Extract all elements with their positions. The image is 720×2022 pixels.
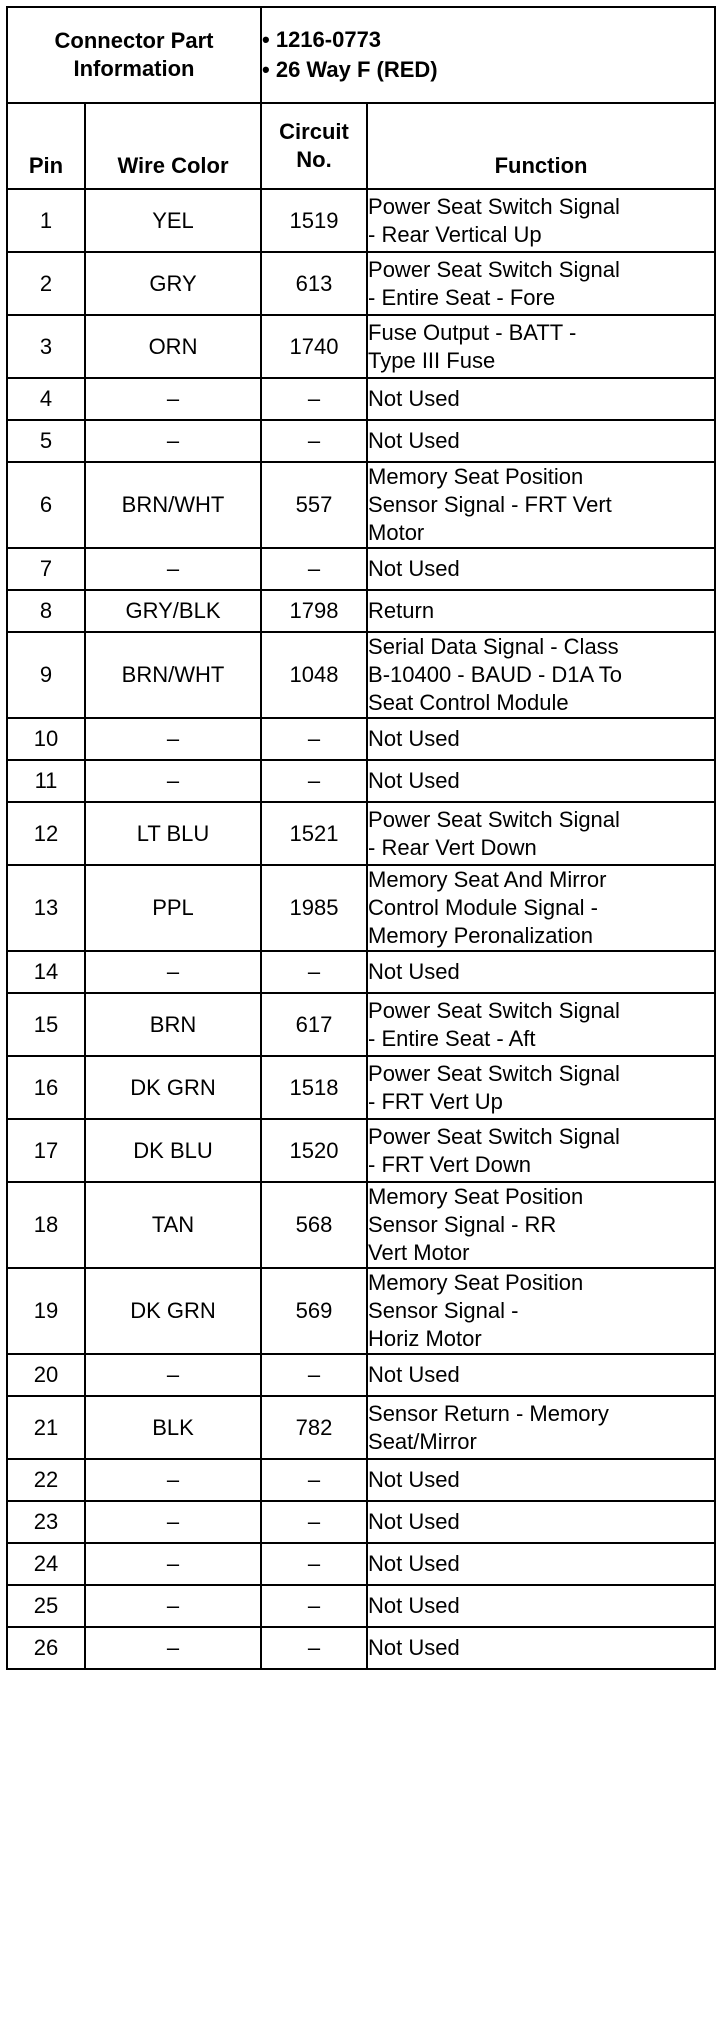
circuit-cell: 1518: [261, 1056, 367, 1119]
circuit-cell: 569: [261, 1268, 367, 1354]
table-row: [7, 462, 715, 548]
function-line: Not Used: [368, 959, 460, 984]
function-line: Not Used: [368, 1593, 460, 1618]
circuit-cell: 1798: [261, 590, 367, 632]
table-row: [7, 1268, 715, 1354]
function-line: Not Used: [368, 386, 460, 411]
wire-color-cell: ORN: [85, 315, 261, 378]
function-line: Memory Seat And Mirror: [368, 867, 607, 892]
pin-cell: 16: [7, 1056, 85, 1119]
function-line: Not Used: [368, 1362, 460, 1387]
function-line: Not Used: [368, 1467, 460, 1492]
circuit-cell: 617: [261, 993, 367, 1056]
table-row: [7, 1585, 715, 1627]
connector-part-label: Connector Part Information: [7, 7, 261, 103]
column-header-row: [7, 103, 715, 189]
circuit-cell: 1985: [261, 865, 367, 951]
function-line: Not Used: [368, 768, 460, 793]
function-cell: [367, 760, 715, 802]
pin-cell: 4: [7, 378, 85, 420]
circuit-cell: 1521: [261, 802, 367, 865]
part-number: • 1216-0773: [262, 27, 382, 52]
circuit-cell: –: [261, 760, 367, 802]
function-line: Power Seat Switch Signal: [368, 1123, 620, 1149]
function-line: Memory Seat Position: [368, 464, 584, 489]
function-cell: [367, 1627, 715, 1669]
function-line: B-10400 - BAUD - D1A To: [368, 662, 622, 687]
function-cell: [367, 1268, 715, 1354]
function-line: Vert Motor: [368, 1240, 470, 1265]
pin-cell: 18: [7, 1182, 85, 1268]
wire-color-cell: GRY: [85, 252, 261, 315]
pin-cell: 26: [7, 1627, 85, 1669]
wire-color-cell: –: [85, 951, 261, 993]
circuit-cell: 1520: [261, 1119, 367, 1182]
table-row: [7, 1354, 715, 1396]
function-line: Memory Seat Position: [368, 1184, 584, 1209]
function-cell: [367, 462, 715, 548]
circuit-cell: –: [261, 548, 367, 590]
circuit-cell: –: [261, 420, 367, 462]
function-cell: [367, 189, 715, 252]
function-cell: [367, 993, 715, 1056]
function-cell: [367, 252, 715, 315]
function-line: Motor: [368, 520, 425, 545]
circuit-cell: 1740: [261, 315, 367, 378]
function-line: Sensor Signal - FRT Vert: [368, 492, 612, 517]
function-cell: [367, 1501, 715, 1543]
pin-cell: 9: [7, 632, 85, 718]
circuit-cell: 1519: [261, 189, 367, 252]
function-line: - Rear Vert Down: [368, 834, 537, 860]
wire-color-cell: DK GRN: [85, 1056, 261, 1119]
pin-cell: 17: [7, 1119, 85, 1182]
function-cell: [367, 1182, 715, 1268]
pin-cell: 20: [7, 1354, 85, 1396]
connector-type: • 26 Way F (RED): [262, 57, 438, 82]
col-header-function: Function: [367, 103, 715, 189]
table-row: [7, 590, 715, 632]
table-row: [7, 378, 715, 420]
function-line: Power Seat Switch Signal: [368, 997, 620, 1023]
pin-cell: 25: [7, 1585, 85, 1627]
function-line: Not Used: [368, 556, 460, 581]
function-line: Type III Fuse: [368, 347, 496, 373]
circuit-cell: –: [261, 1585, 367, 1627]
pin-cell: 12: [7, 802, 85, 865]
function-cell: [367, 420, 715, 462]
table-row: [7, 1119, 715, 1182]
function-line: Seat Control Module: [368, 690, 569, 715]
function-line: Memory Peronalization: [368, 923, 593, 948]
table-row: [7, 1459, 715, 1501]
pin-cell: 6: [7, 462, 85, 548]
function-cell: [367, 1543, 715, 1585]
wire-color-cell: –: [85, 1459, 261, 1501]
pin-cell: 13: [7, 865, 85, 951]
function-cell: [367, 1585, 715, 1627]
function-line: Seat/Mirror: [368, 1428, 477, 1454]
function-cell: [367, 951, 715, 993]
function-line: Sensor Return - Memory: [368, 1400, 609, 1426]
wire-color-cell: DK GRN: [85, 1268, 261, 1354]
function-cell: [367, 590, 715, 632]
pin-cell: 5: [7, 420, 85, 462]
wire-color-cell: BLK: [85, 1396, 261, 1459]
function-line: Sensor Signal - RR: [368, 1212, 557, 1237]
wire-color-cell: –: [85, 378, 261, 420]
function-line: Not Used: [368, 428, 460, 453]
table-row: [7, 865, 715, 951]
wire-color-cell: –: [85, 1585, 261, 1627]
function-line: - FRT Vert Down: [368, 1151, 532, 1177]
function-cell: [367, 632, 715, 718]
connector-info-row: [7, 7, 715, 103]
table-row: [7, 951, 715, 993]
pin-cell: 24: [7, 1543, 85, 1585]
wire-color-cell: –: [85, 420, 261, 462]
wire-color-cell: –: [85, 1543, 261, 1585]
function-cell: [367, 378, 715, 420]
function-line: - Entire Seat - Aft: [368, 1025, 536, 1051]
function-line: Power Seat Switch Signal: [368, 256, 620, 282]
function-cell: [367, 865, 715, 951]
wire-color-cell: –: [85, 1627, 261, 1669]
function-line: - FRT Vert Up: [368, 1088, 503, 1114]
wire-color-cell: –: [85, 1501, 261, 1543]
table-row: [7, 548, 715, 590]
function-line: Memory Seat Position: [368, 1270, 584, 1295]
wire-color-cell: GRY/BLK: [85, 590, 261, 632]
function-line: - Rear Vertical Up: [368, 221, 542, 247]
circuit-cell: –: [261, 1459, 367, 1501]
function-line: Not Used: [368, 726, 460, 751]
function-line: Not Used: [368, 1509, 460, 1534]
wire-color-cell: PPL: [85, 865, 261, 951]
circuit-cell: –: [261, 1354, 367, 1396]
circuit-cell: 1048: [261, 632, 367, 718]
circuit-cell: 557: [261, 462, 367, 548]
function-line: Serial Data Signal - Class: [368, 634, 619, 659]
table-row: [7, 420, 715, 462]
wire-color-cell: –: [85, 548, 261, 590]
pin-cell: 19: [7, 1268, 85, 1354]
function-cell: [367, 1459, 715, 1501]
pin-cell: 11: [7, 760, 85, 802]
function-line: - Entire Seat - Fore: [368, 284, 556, 310]
function-cell: [367, 802, 715, 865]
table-row: [7, 1627, 715, 1669]
circuit-cell: –: [261, 1501, 367, 1543]
function-cell: [367, 1119, 715, 1182]
pin-cell: 3: [7, 315, 85, 378]
function-line: Not Used: [368, 1551, 460, 1576]
function-line: Power Seat Switch Signal: [368, 806, 620, 832]
pin-cell: 23: [7, 1501, 85, 1543]
circuit-cell: –: [261, 951, 367, 993]
pin-cell: 14: [7, 951, 85, 993]
table-row: [7, 632, 715, 718]
pin-cell: 8: [7, 590, 85, 632]
col-header-wire-color: Wire Color: [85, 103, 261, 189]
pin-cell: 1: [7, 189, 85, 252]
function-line: Power Seat Switch Signal: [368, 193, 620, 219]
table-row: [7, 315, 715, 378]
wire-color-cell: BRN/WHT: [85, 632, 261, 718]
pin-rows: [7, 189, 715, 1669]
wire-color-cell: TAN: [85, 1182, 261, 1268]
circuit-cell: 613: [261, 252, 367, 315]
circuit-cell: –: [261, 1627, 367, 1669]
function-line: Sensor Signal -: [368, 1298, 519, 1323]
circuit-cell: –: [261, 378, 367, 420]
wire-color-cell: –: [85, 1354, 261, 1396]
wire-color-cell: BRN: [85, 993, 261, 1056]
wire-color-cell: –: [85, 718, 261, 760]
function-line: Power Seat Switch Signal: [368, 1060, 620, 1086]
function-cell: [367, 1056, 715, 1119]
circuit-cell: –: [261, 718, 367, 760]
table-row: [7, 1056, 715, 1119]
table-row: [7, 718, 715, 760]
table-row: [7, 1396, 715, 1459]
function-cell: [367, 315, 715, 378]
function-cell: [367, 718, 715, 760]
table-row: [7, 1543, 715, 1585]
pin-cell: 10: [7, 718, 85, 760]
table-row: [7, 1501, 715, 1543]
table-row: [7, 189, 715, 252]
wire-color-cell: LT BLU: [85, 802, 261, 865]
pin-cell: 2: [7, 252, 85, 315]
circuit-cell: 568: [261, 1182, 367, 1268]
table-row: [7, 252, 715, 315]
col-header-pin: Pin: [7, 103, 85, 189]
circuit-cell: 782: [261, 1396, 367, 1459]
table-row: [7, 802, 715, 865]
pin-cell: 22: [7, 1459, 85, 1501]
pin-cell: 15: [7, 993, 85, 1056]
table-row: [7, 1182, 715, 1268]
table-row: [7, 760, 715, 802]
circuit-cell: –: [261, 1543, 367, 1585]
function-line: Horiz Motor: [368, 1326, 482, 1351]
wire-color-cell: BRN/WHT: [85, 462, 261, 548]
connector-pinout-table: [6, 6, 716, 1670]
function-line: Not Used: [368, 1635, 460, 1660]
wire-color-cell: –: [85, 760, 261, 802]
function-cell: [367, 1396, 715, 1459]
function-line: Return: [368, 598, 435, 623]
col-header-circuit-no: Circuit No.: [261, 103, 367, 189]
function-cell: [367, 548, 715, 590]
pin-cell: 7: [7, 548, 85, 590]
wire-color-cell: DK BLU: [85, 1119, 261, 1182]
pin-cell: 21: [7, 1396, 85, 1459]
connector-part-info: [261, 7, 715, 103]
function-line: Control Module Signal -: [368, 895, 598, 920]
function-cell: [367, 1354, 715, 1396]
wire-color-cell: YEL: [85, 189, 261, 252]
function-line: Fuse Output - BATT -: [368, 319, 577, 345]
table-row: [7, 993, 715, 1056]
